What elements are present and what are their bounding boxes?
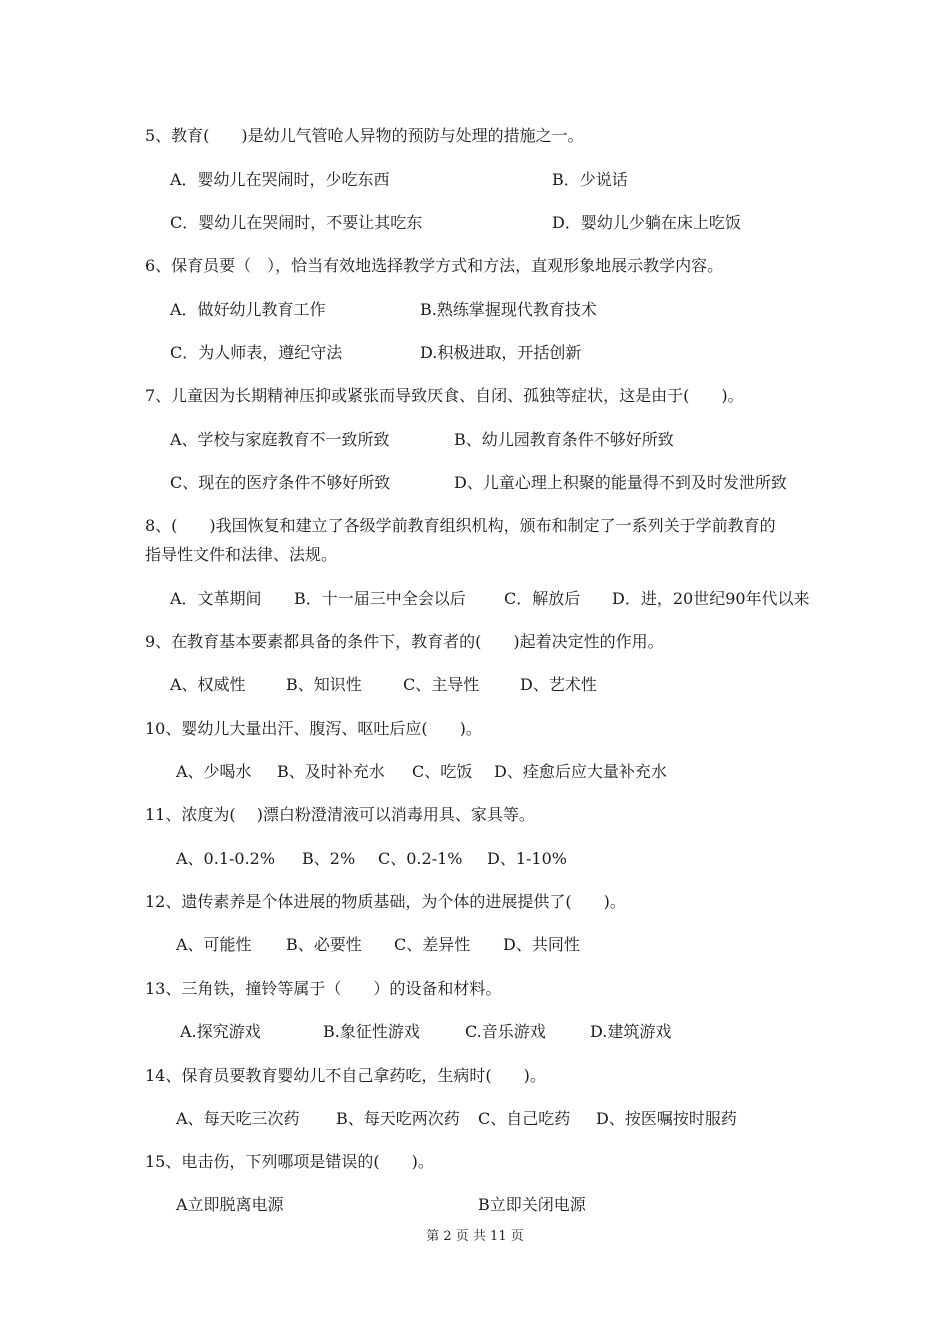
- question-15-option-a: A立即脱离电源: [176, 1195, 284, 1214]
- question-7-option-b: B、幼儿园教育条件不够好所致: [454, 430, 674, 449]
- question-14-option-b: B、每天吃两次药: [336, 1109, 460, 1128]
- question-11-option-a: A、0.1-0.2%: [176, 849, 276, 868]
- page-number-footer: 第 2 页 共 11 页: [426, 1229, 524, 1244]
- question-12-option-b: B、必要性: [286, 935, 362, 954]
- question-6-stem: 6、保育员要（ ），恰当有效地选择教学方式和方法，直观形象地展示教学内容。: [145, 256, 724, 275]
- question-9-option-c: C、主导性: [403, 675, 480, 694]
- question-5-option-b: B．少说话: [552, 170, 628, 189]
- question-6-option-d: D.积极进取，开括创新: [420, 343, 582, 362]
- question-7-option-d: D、儿童心理上积聚的能量得不到及时发泄所致: [454, 473, 787, 492]
- question-11-option-b: B、2%: [302, 849, 356, 868]
- question-15-option-b: B立即关闭电源: [478, 1195, 586, 1214]
- question-8-option-a: A．文革期间: [170, 589, 262, 608]
- question-12-stem: 12、遗传素养是个体进展的物质基础，为个体的进展提供了( )。: [145, 892, 626, 911]
- question-10-option-d: D、痊愈后应大量补充水: [494, 762, 667, 781]
- question-8-option-d: D．进，20世纪90年代以来: [612, 589, 810, 608]
- question-8-stem-line1: 8、( )我国恢复和建立了各级学前教育组织机构，颁布和制定了一系列关于学前教育的: [145, 516, 776, 535]
- question-10-option-a: A、少喝水: [176, 762, 252, 781]
- question-14-option-a: A、每天吃三次药: [176, 1109, 300, 1128]
- question-14-option-c: C、自己吃药: [478, 1109, 571, 1128]
- question-13-option-b: B.象征性游戏: [323, 1022, 420, 1041]
- question-12-option-d: D、共同性: [503, 935, 580, 954]
- question-8-option-b: B．十一届三中全会以后: [294, 589, 466, 608]
- question-7-option-a: A、学校与家庭教育不一致所致: [170, 430, 390, 449]
- question-6-option-a: A．做好幼儿教育工作: [170, 300, 326, 319]
- question-5-option-d: D．婴幼儿少躺在床上吃饭: [552, 213, 741, 232]
- question-11-stem: 11、浓度为( )漂白粉澄清液可以消毒用具、家具等。: [145, 805, 535, 824]
- question-8-stem-line2: 指导性文件和法律、法规。: [145, 545, 338, 564]
- question-10-stem: 10、婴幼儿大量出汗、腹泻、呕吐后应( )。: [145, 719, 482, 738]
- question-13-option-c: C.音乐游戏: [465, 1022, 546, 1041]
- question-7-option-c: C、现在的医疗条件不够好所致: [170, 473, 391, 492]
- question-12-option-a: A、可能性: [176, 935, 252, 954]
- question-9-option-b: B、知识性: [286, 675, 362, 694]
- question-8-option-c: C．解放后: [504, 589, 581, 608]
- question-6-option-c: C．为人师表，遵纪守法: [170, 343, 343, 362]
- question-13-option-a: A.探究游戏: [180, 1022, 261, 1041]
- question-5-option-a: A．婴幼儿在哭闹时，少吃东西: [170, 170, 390, 189]
- question-7-stem: 7、儿童因为长期精神压抑或紧张而导致厌食、自闭、孤独等症状，这是由于( )。: [145, 386, 744, 405]
- question-11-option-d: D、1-10%: [487, 849, 567, 868]
- question-9-option-a: A、权威性: [170, 675, 246, 694]
- question-9-stem: 9、在教育基本要素都具备的条件下，教育者的( )起着决定性的作用。: [145, 632, 664, 651]
- question-10-option-b: B、及时补充水: [277, 762, 385, 781]
- question-15-stem: 15、电击伤，下列哪项是错误的( )。: [145, 1152, 434, 1171]
- question-13-option-d: D.建筑游戏: [590, 1022, 672, 1041]
- question-12-option-c: C、差异性: [394, 935, 471, 954]
- question-5-stem: 5、教育( )是幼儿气管呛人异物的预防与处理的措施之一。: [145, 126, 584, 145]
- question-10-option-c: C、吃饭: [412, 762, 473, 781]
- question-14-option-d: D、按医嘱按时服药: [596, 1109, 737, 1128]
- question-5-option-c: C．婴幼儿在哭闹时，不要让其吃东: [170, 213, 423, 232]
- question-6-option-b: B.熟练掌握现代教育技术: [420, 300, 597, 319]
- question-9-option-d: D、艺术性: [520, 675, 597, 694]
- question-11-option-c: C、0.2-1%: [378, 849, 463, 868]
- question-14-stem: 14、保育员要教育婴幼儿不自己拿药吃，生病时( )。: [145, 1066, 546, 1085]
- question-13-stem: 13、三角铁，撞铃等属于（ ）的设备和材料。: [145, 979, 502, 998]
